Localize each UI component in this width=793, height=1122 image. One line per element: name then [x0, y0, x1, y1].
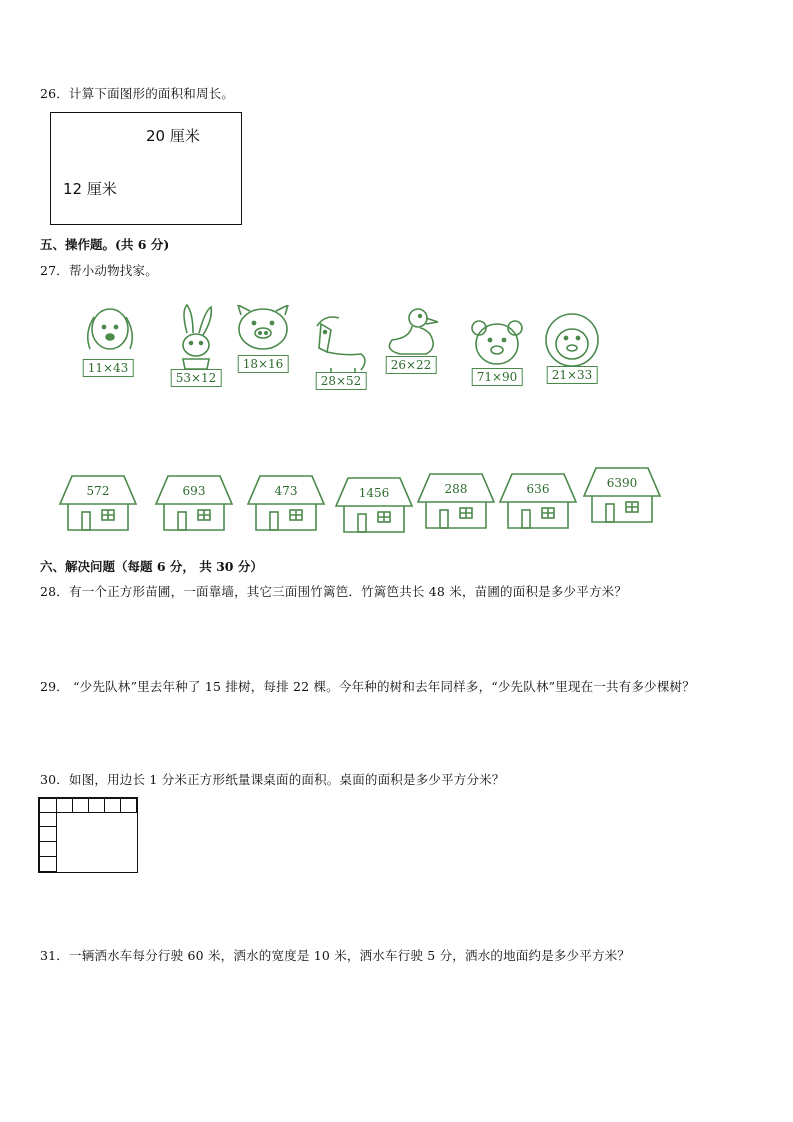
- house-icon: [416, 472, 496, 530]
- house-number: 693: [182, 484, 206, 498]
- goat-icon: [305, 312, 377, 374]
- house-number: 1456: [358, 486, 390, 500]
- house-3: [246, 474, 326, 532]
- animal-rabbit: [165, 303, 227, 388]
- grid-cell: [104, 798, 121, 813]
- house-6: [498, 472, 578, 530]
- animal-sign: 28×52: [316, 372, 367, 390]
- house-5: [416, 472, 496, 530]
- desk-grid-figure: [38, 797, 138, 873]
- question-28-text: 28．有一个正方形苗圃，一面靠墙，其它三面围竹篱笆．竹篱笆共长 48 米，苗圃的面积是多少平方米？: [40, 584, 628, 599]
- animal-duck: [380, 306, 442, 386]
- house-number: 288: [444, 482, 468, 496]
- animal-sign: 18×16: [238, 355, 289, 373]
- grid-cell: [88, 798, 105, 813]
- width-label: 12 厘米: [63, 180, 117, 198]
- rabbit-icon: [165, 303, 227, 373]
- house-icon: [154, 474, 234, 532]
- house-icon: [582, 466, 662, 524]
- house-7: [582, 466, 662, 524]
- animal-sign: 21×33: [547, 366, 598, 384]
- house-icon: [498, 472, 578, 530]
- rectangle-figure: [50, 112, 242, 225]
- grid-cell: [39, 798, 57, 813]
- house-number: 572: [86, 484, 110, 498]
- animal-dog: [72, 303, 144, 383]
- house-1: [58, 474, 138, 532]
- house-icon: [58, 474, 138, 532]
- grid-cell: [120, 798, 137, 813]
- animal-pig: [232, 305, 294, 380]
- house-icon: [246, 474, 326, 532]
- house-2: [154, 474, 234, 532]
- animal-bear: [466, 318, 528, 398]
- grid-cell: [56, 798, 73, 813]
- house-number: 6390: [606, 476, 638, 490]
- animal-sign: 26×22: [386, 356, 437, 374]
- house-number: 636: [526, 482, 550, 496]
- question-30-text: 30．如图，用边长 1 分米正方形纸量课桌面的面积。桌面的面积是多少平方分米？: [40, 772, 505, 787]
- question-26-text: 26．计算下面图形的面积和周长。: [40, 86, 235, 101]
- house-4: [334, 476, 414, 534]
- animal-sign: 71×90: [472, 368, 523, 386]
- question-27-text: 27．帮小动物找家。: [40, 263, 158, 278]
- house-number: 473: [274, 484, 298, 498]
- animal-sign: 11×43: [83, 359, 134, 377]
- animal-sign: 53×12: [171, 369, 222, 387]
- section-5-title: 五、操作题。(共 6 分): [40, 237, 170, 252]
- question-29-text: 29． “少先队林”里去年种了 15 排树，每排 22 棵。今年种的树和去年同样多，“少先队林”里现在一共有多少棵树？: [40, 679, 695, 694]
- animal-goat: [305, 312, 377, 397]
- grid-cell: [39, 812, 57, 827]
- grid-cell: [39, 856, 57, 872]
- question-31-text: 31．一辆洒水车每分行驶 60 米，洒水的宽度是 10 米，洒水车行驶 5 分，洒水的地面约是多少平方米？: [40, 948, 631, 963]
- grid-cell: [72, 798, 89, 813]
- length-label: 20 厘米: [146, 127, 200, 145]
- grid-cell: [39, 826, 57, 842]
- pig-icon: [232, 305, 294, 355]
- animal-monkey: [538, 312, 606, 392]
- grid-cell: [39, 841, 57, 857]
- monkey-icon: [538, 312, 606, 368]
- section-6-title: 六、解决问题（每题 6 分， 共 30 分）: [40, 559, 263, 574]
- bear-icon: [466, 318, 528, 370]
- dog-icon: [72, 303, 144, 363]
- house-icon: [334, 476, 414, 534]
- duck-icon: [380, 306, 442, 358]
